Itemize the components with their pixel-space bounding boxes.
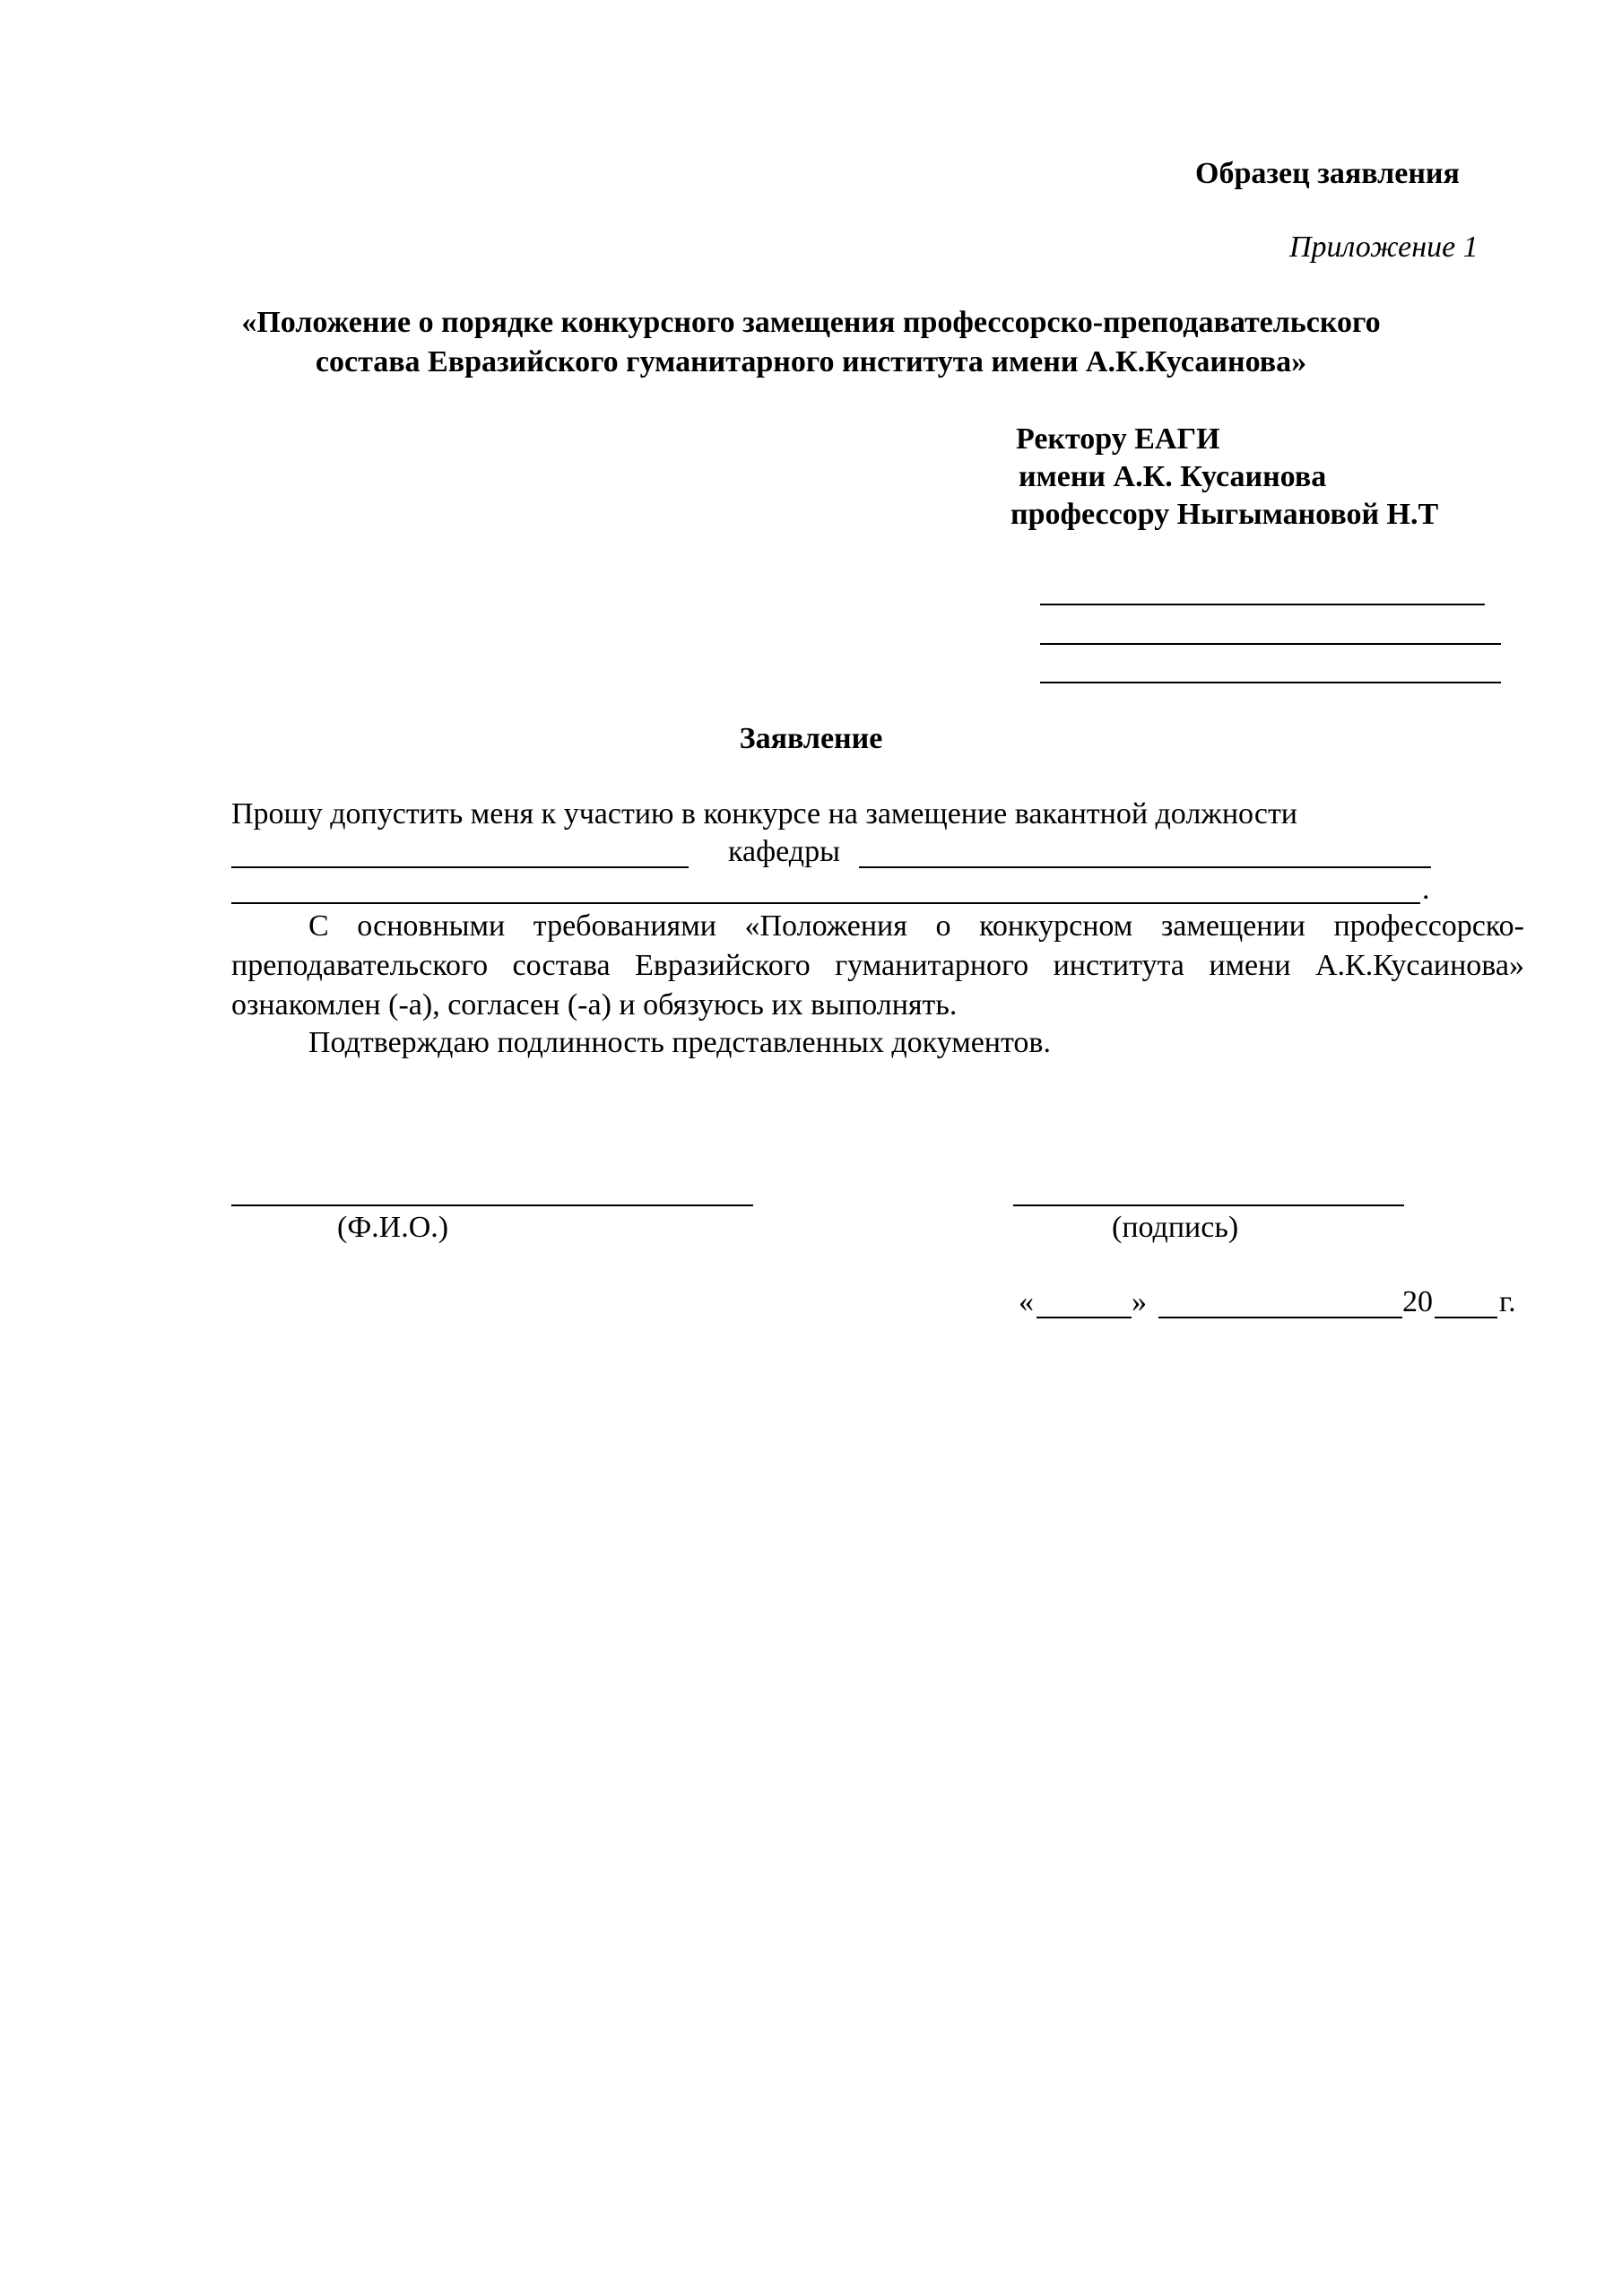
date-month-line[interactable] bbox=[1158, 1317, 1402, 1318]
sample-label: Образец заявления bbox=[1195, 157, 1460, 190]
regulation-title-line1: «Положение о порядке конкурсного замещения профессорско-преподавательского bbox=[241, 306, 1381, 339]
addressee-line2: имени А.К. Кусаинова bbox=[1019, 460, 1327, 493]
date-day-line[interactable] bbox=[1037, 1317, 1132, 1318]
request-text: Прошу допустить меня к участию в конкурсе на замещение вакантной должности bbox=[231, 797, 1298, 831]
date-close-quote: » bbox=[1132, 1285, 1147, 1318]
appendix-label: Приложение 1 bbox=[1289, 230, 1479, 264]
position-line[interactable] bbox=[231, 866, 689, 868]
date-year-line[interactable] bbox=[1435, 1317, 1497, 1318]
name-line[interactable] bbox=[231, 1205, 753, 1206]
addressee-line1: Ректору ЕАГИ bbox=[1016, 422, 1220, 456]
document-title: Заявление bbox=[739, 722, 883, 755]
department-line-continued[interactable] bbox=[231, 902, 1420, 904]
date-year-suffix: г. bbox=[1499, 1285, 1516, 1318]
addressee-line3: профессору Ныгымановой Н.Т bbox=[1010, 498, 1439, 531]
department-label: кафедры bbox=[728, 835, 840, 868]
paragraph2-line2: преподавательского состава Евразийского гуманитарного института имени А.К.Кусаинова» bbox=[231, 949, 1524, 982]
applicant-line-1[interactable] bbox=[1040, 604, 1485, 605]
regulation-title-line2: состава Евразийского гуманитарного института имени А.К.Кусаинова» bbox=[315, 345, 1307, 378]
department-line[interactable] bbox=[859, 866, 1431, 868]
date-year-prefix: 20 bbox=[1402, 1285, 1433, 1318]
applicant-line-2[interactable] bbox=[1040, 643, 1501, 645]
period: . bbox=[1422, 873, 1430, 906]
signature-caption: (подпись) bbox=[1112, 1211, 1239, 1244]
paragraph2-line3: ознакомлен (-а), согласен (-а) и обязуюсь их выполнять. bbox=[231, 988, 958, 1022]
name-caption: (Ф.И.О.) bbox=[337, 1211, 449, 1244]
applicant-line-3[interactable] bbox=[1040, 682, 1501, 683]
paragraph3: Подтверждаю подлинность представленных документов. bbox=[308, 1026, 1051, 1059]
signature-line[interactable] bbox=[1013, 1205, 1404, 1206]
date-open-quote: « bbox=[1019, 1285, 1034, 1318]
paragraph2-line1: С основными требованиями «Положения о конкурсном замещении профессорско- bbox=[308, 909, 1524, 943]
